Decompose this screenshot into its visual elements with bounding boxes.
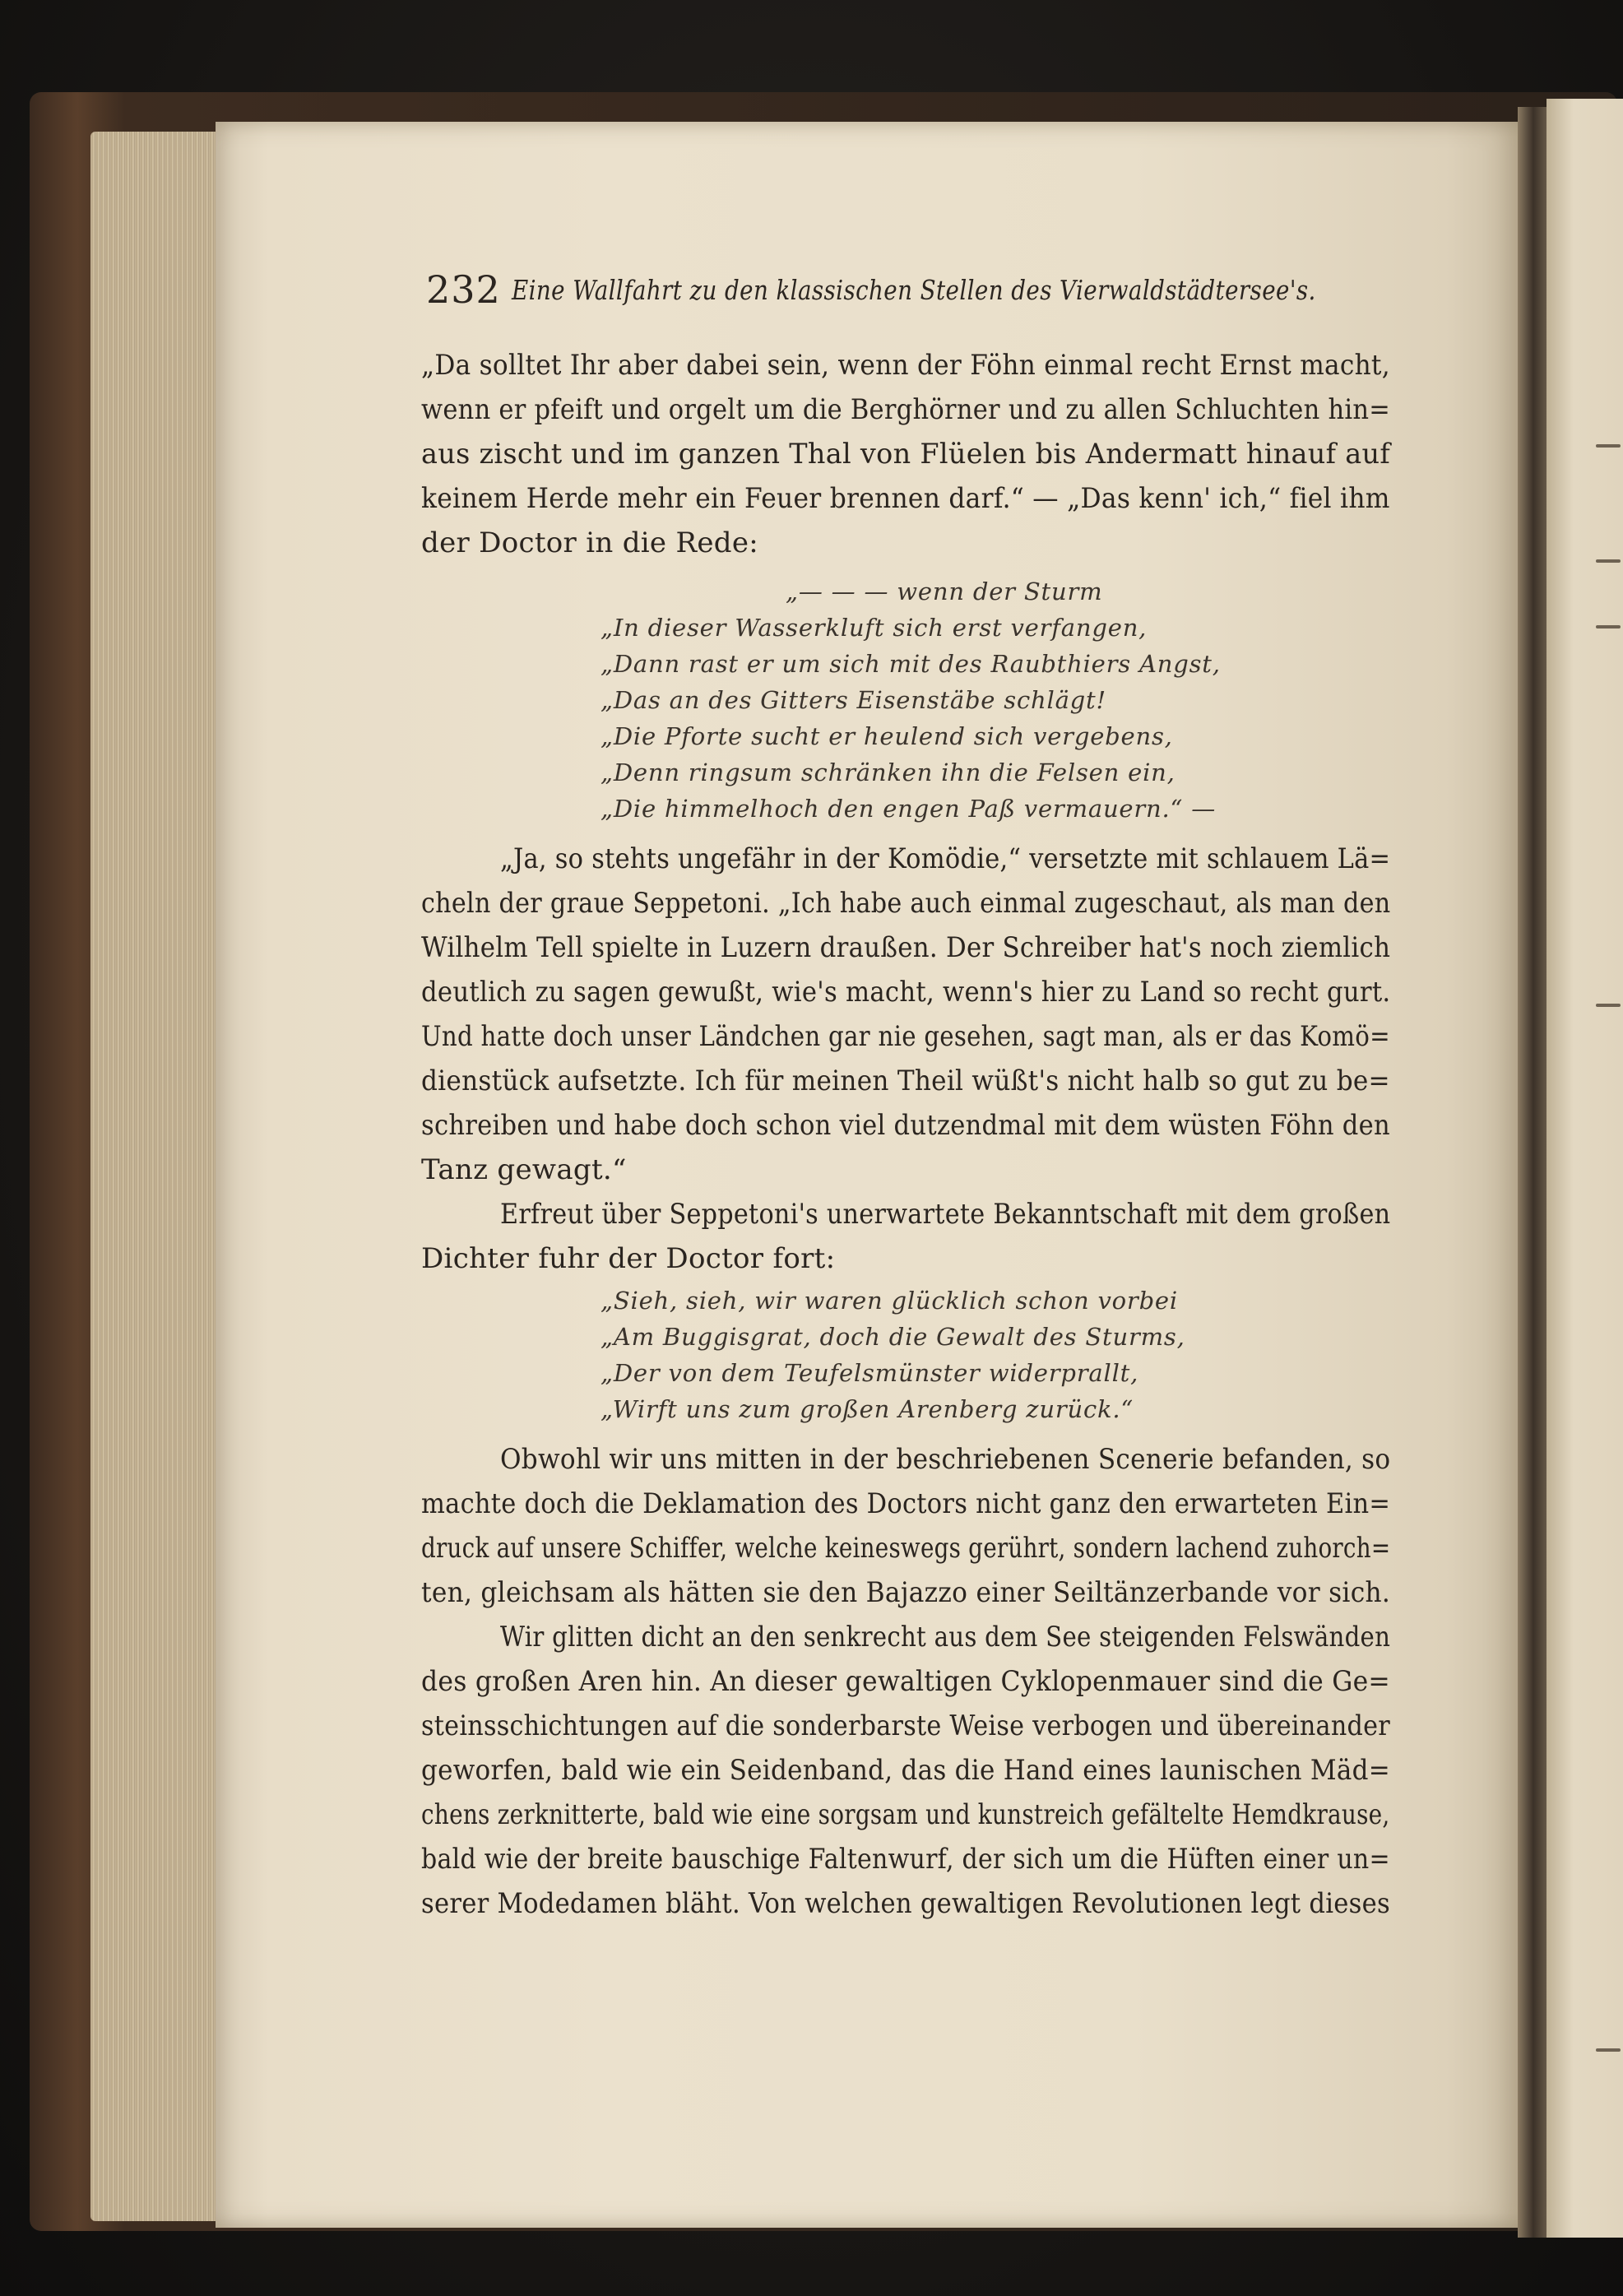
verse-line: „Am Buggisgrat, doch die Gewalt des Sturms,	[601, 1323, 1185, 1351]
text-line: aus zischt und im ganzen Thal von Flüelen bis Andermatt hinauf auf	[421, 438, 1391, 471]
text-line: Erfreut über Seppetoni's unerwartete Bekanntschaft mit dem großen	[500, 1198, 1391, 1231]
verse-line: „Wirft uns zum großen Arenberg zurück.“	[601, 1395, 1134, 1423]
text-line: geworfen, bald wie ein Seidenband, das die Hand eines launischen Mäd=	[421, 1754, 1391, 1787]
verse-line: „Die himmelhoch den engen Paß vermauern.“ —	[601, 795, 1217, 823]
text-line: ten, gleichsam als hätten sie den Bajazzo einer Seiltänzerbande vor sich.	[421, 1576, 1391, 1609]
verse-line: „Dann rast er um sich mit des Raubthiers Angst,	[601, 650, 1221, 678]
text-line: keinem Herde mehr ein Feuer brennen darf.“ — „Das kenn' ich,“ fiel ihm	[421, 482, 1390, 515]
text-line: der Doctor in die Rede:	[421, 526, 759, 559]
text-line: des großen Aren hin. An dieser gewaltigen Cyklopenmauer sind die Ge=	[421, 1665, 1391, 1698]
text-line: cheln der graue Seppetoni. „Ich habe auch einmal zugeschaut, als man den	[421, 887, 1391, 920]
text-line: Und hatte doch unser Ländchen gar nie gesehen, sagt man, als er das Komö=	[421, 1020, 1390, 1053]
text-line: dienstück aufsetzte. Ich für meinen Theil wüßt's nicht halb so gut zu be=	[421, 1065, 1390, 1097]
verse-line: „Denn ringsum schränken ihn die Felsen ein,	[601, 758, 1176, 786]
text-line: schreiben und habe doch schon viel dutzendmal mit dem wüsten Föhn den	[421, 1109, 1390, 1142]
text-line: Wilhelm Tell spielte in Luzern draußen. Der Schreiber hat's noch ziemlich	[421, 931, 1391, 964]
text-line: machte doch die Deklamation des Doctors nicht ganz den erwarteten Ein=	[421, 1487, 1391, 1520]
page-number: 232	[426, 267, 501, 312]
text-line: druck auf unsere Schiffer, welche keineswegs gerührt, sondern lachend zuhorch=	[421, 1532, 1391, 1565]
text-line: bald wie der breite bauschige Faltenwurf, der sich um die Hüften einer un=	[421, 1843, 1390, 1876]
text-line: Tanz gewagt.“	[421, 1153, 627, 1186]
text-line: Dichter fuhr der Doctor fort:	[421, 1242, 836, 1275]
verse-line: „Sieh, sieh, wir waren glücklich schon vorbei	[601, 1287, 1178, 1315]
text-line: deutlich zu sagen gewußt, wie's macht, wenn's hier zu Land so recht gurt.	[421, 976, 1391, 1009]
verse-line: „In dieser Wasserkluft sich erst verfangen,	[601, 614, 1148, 642]
text-line: steinsschichtungen auf die sonderbarste Weise verbogen und übereinander	[421, 1709, 1390, 1742]
text-line: Obwohl wir uns mitten in der beschriebenen Scenerie befanden, so	[500, 1443, 1391, 1476]
text-line: „Da solltet Ihr aber dabei sein, wenn der Föhn einmal recht Ernst macht,	[421, 349, 1390, 382]
verse-line: „Die Pforte sucht er heulend sich vergebens,	[601, 722, 1173, 750]
text-line: Wir glitten dicht an den senkrecht aus dem See steigenden Felswänden	[500, 1621, 1391, 1654]
text-line: serer Modedamen bläht. Von welchen gewaltigen Revolutionen legt dieses	[421, 1887, 1390, 1920]
verse-line: „Der von dem Teufelsmünster widerprallt,	[601, 1359, 1139, 1387]
verse-line: „Das an des Gitters Eisenstäbe schlägt!	[601, 686, 1106, 714]
running-title: Eine Wallfahrt zu den klassischen Stellen des Vierwaldstädtersee's.	[512, 274, 1316, 306]
verse-line: „— — — wenn der Sturm	[786, 577, 1103, 605]
text-line: „Ja, so stehts ungefähr in der Komödie,“ versetzte mit schlauem Lä=	[500, 842, 1391, 875]
text-line: chens zerknitterte, bald wie eine sorgsam und kunstreich gefältelte Hemdkrause,	[421, 1798, 1390, 1831]
text-line: wenn er pfeift und orgelt um die Berghörner und zu allen Schluchten hin=	[421, 393, 1391, 426]
